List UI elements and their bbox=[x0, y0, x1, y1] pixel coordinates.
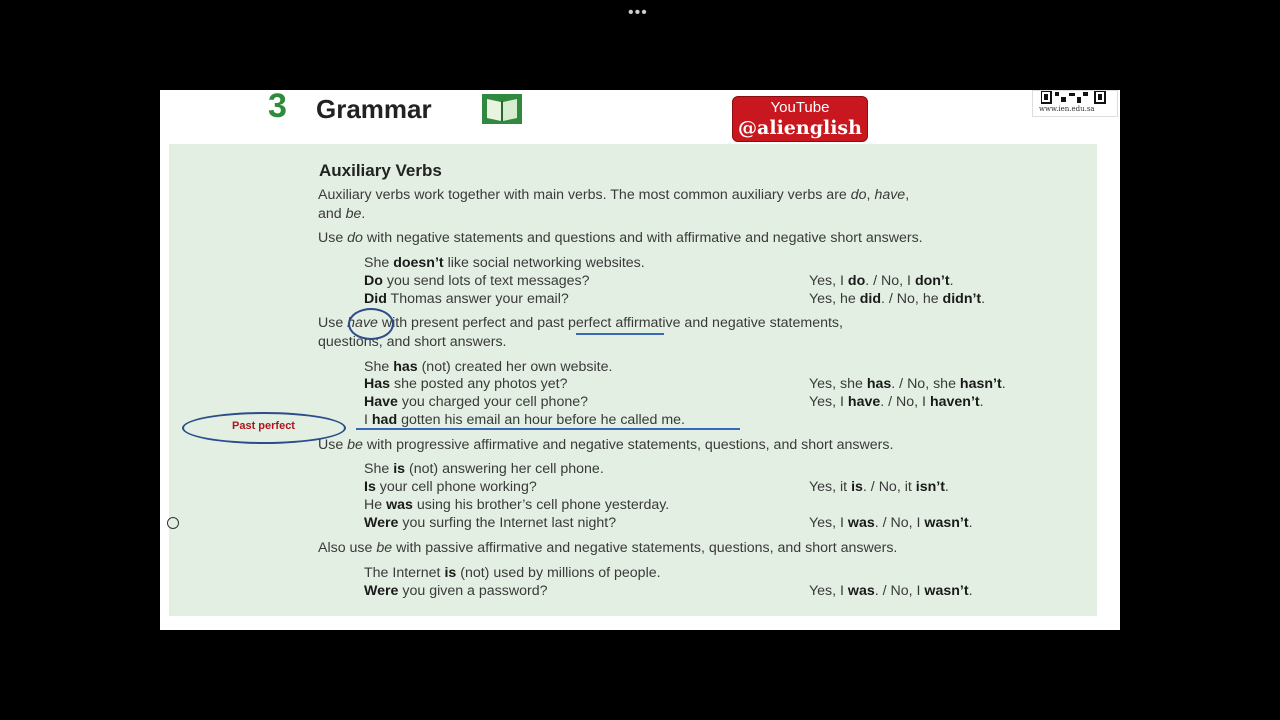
have-example-2-answer: Yes, she has. / No, she hasn’t. bbox=[809, 376, 1006, 392]
past-perfect-label: Past perfect bbox=[232, 420, 295, 432]
do-example-3-answer: Yes, he did. / No, he didn’t. bbox=[809, 291, 986, 307]
book-icon bbox=[481, 93, 523, 125]
section-heading: Auxiliary Verbs bbox=[319, 161, 442, 180]
be-example-3: He was using his brother’s cell phone yesterday. bbox=[364, 497, 670, 513]
cursor-target-icon bbox=[167, 517, 179, 529]
have-rule-line-2: questions, and short answers. bbox=[318, 334, 507, 350]
past-perfect-example-underline bbox=[356, 428, 740, 430]
youtube-handle: @alienglish bbox=[738, 117, 862, 139]
do-example-1: She doesn’t like social networking websites. bbox=[364, 255, 645, 271]
passive-example-2: Were you given a password? bbox=[364, 583, 548, 599]
have-rule-line-1: Use have with present perfect and past perfect affirmative and negative statements, bbox=[318, 315, 843, 331]
have-example-2: Has she posted any photos yet? bbox=[364, 376, 568, 392]
have-example-3-answer: Yes, I have. / No, I haven’t. bbox=[809, 394, 984, 410]
qr-pattern-icon bbox=[1041, 91, 1107, 105]
be-example-2-answer: Yes, it is. / No, it isn’t. bbox=[809, 479, 949, 495]
unit-number: 3 bbox=[268, 87, 287, 125]
past-perfect-underline bbox=[576, 333, 664, 335]
qr-code-icon[interactable] bbox=[1032, 90, 1118, 117]
passive-example-2-answer: Yes, I was. / No, I wasn’t. bbox=[809, 583, 973, 599]
passive-example-1: The Internet is (not) used by millions of people. bbox=[364, 565, 661, 581]
be-example-1: She is (not) answering her cell phone. bbox=[364, 461, 604, 477]
do-rule: Use do with negative statements and questions and with affirmative and negative short answers. bbox=[318, 230, 923, 246]
intro-line-1: Auxiliary verbs work together with main verbs. The most common auxiliary verbs are do, have, bbox=[318, 187, 910, 203]
youtube-channel-badge[interactable] bbox=[732, 96, 868, 142]
be-example-4: Were you surfing the Internet last night? bbox=[364, 515, 617, 531]
be-example-4-answer: Yes, I was. / No, I wasn’t. bbox=[809, 515, 973, 531]
be-example-2: Is your cell phone working? bbox=[364, 479, 537, 495]
have-example-3: Have you charged your cell phone? bbox=[364, 394, 589, 410]
window-menu-dots[interactable]: ••• bbox=[628, 4, 648, 21]
have-example-4: I had gotten his email an hour before he called me. bbox=[364, 412, 685, 428]
be-rule: Use be with progressive affirmative and negative statements, questions, and short answers. bbox=[318, 437, 894, 453]
unit-title: Grammar bbox=[316, 94, 432, 124]
qr-url: www.ien.edu.sa bbox=[1039, 105, 1095, 113]
youtube-label: YouTube bbox=[770, 99, 830, 116]
have-circle-annotation bbox=[348, 308, 394, 340]
do-example-3: Did Thomas answer your email? bbox=[364, 291, 569, 307]
passive-rule: Also use be with passive affirmative and negative statements, questions, and short answers. bbox=[318, 540, 898, 556]
do-example-2-answer: Yes, I do. / No, I don’t. bbox=[809, 273, 954, 289]
have-example-1: She has (not) created her own website. bbox=[364, 359, 613, 375]
do-example-2: Do you send lots of text messages? bbox=[364, 273, 590, 289]
intro-line-2: and be. bbox=[318, 206, 366, 222]
